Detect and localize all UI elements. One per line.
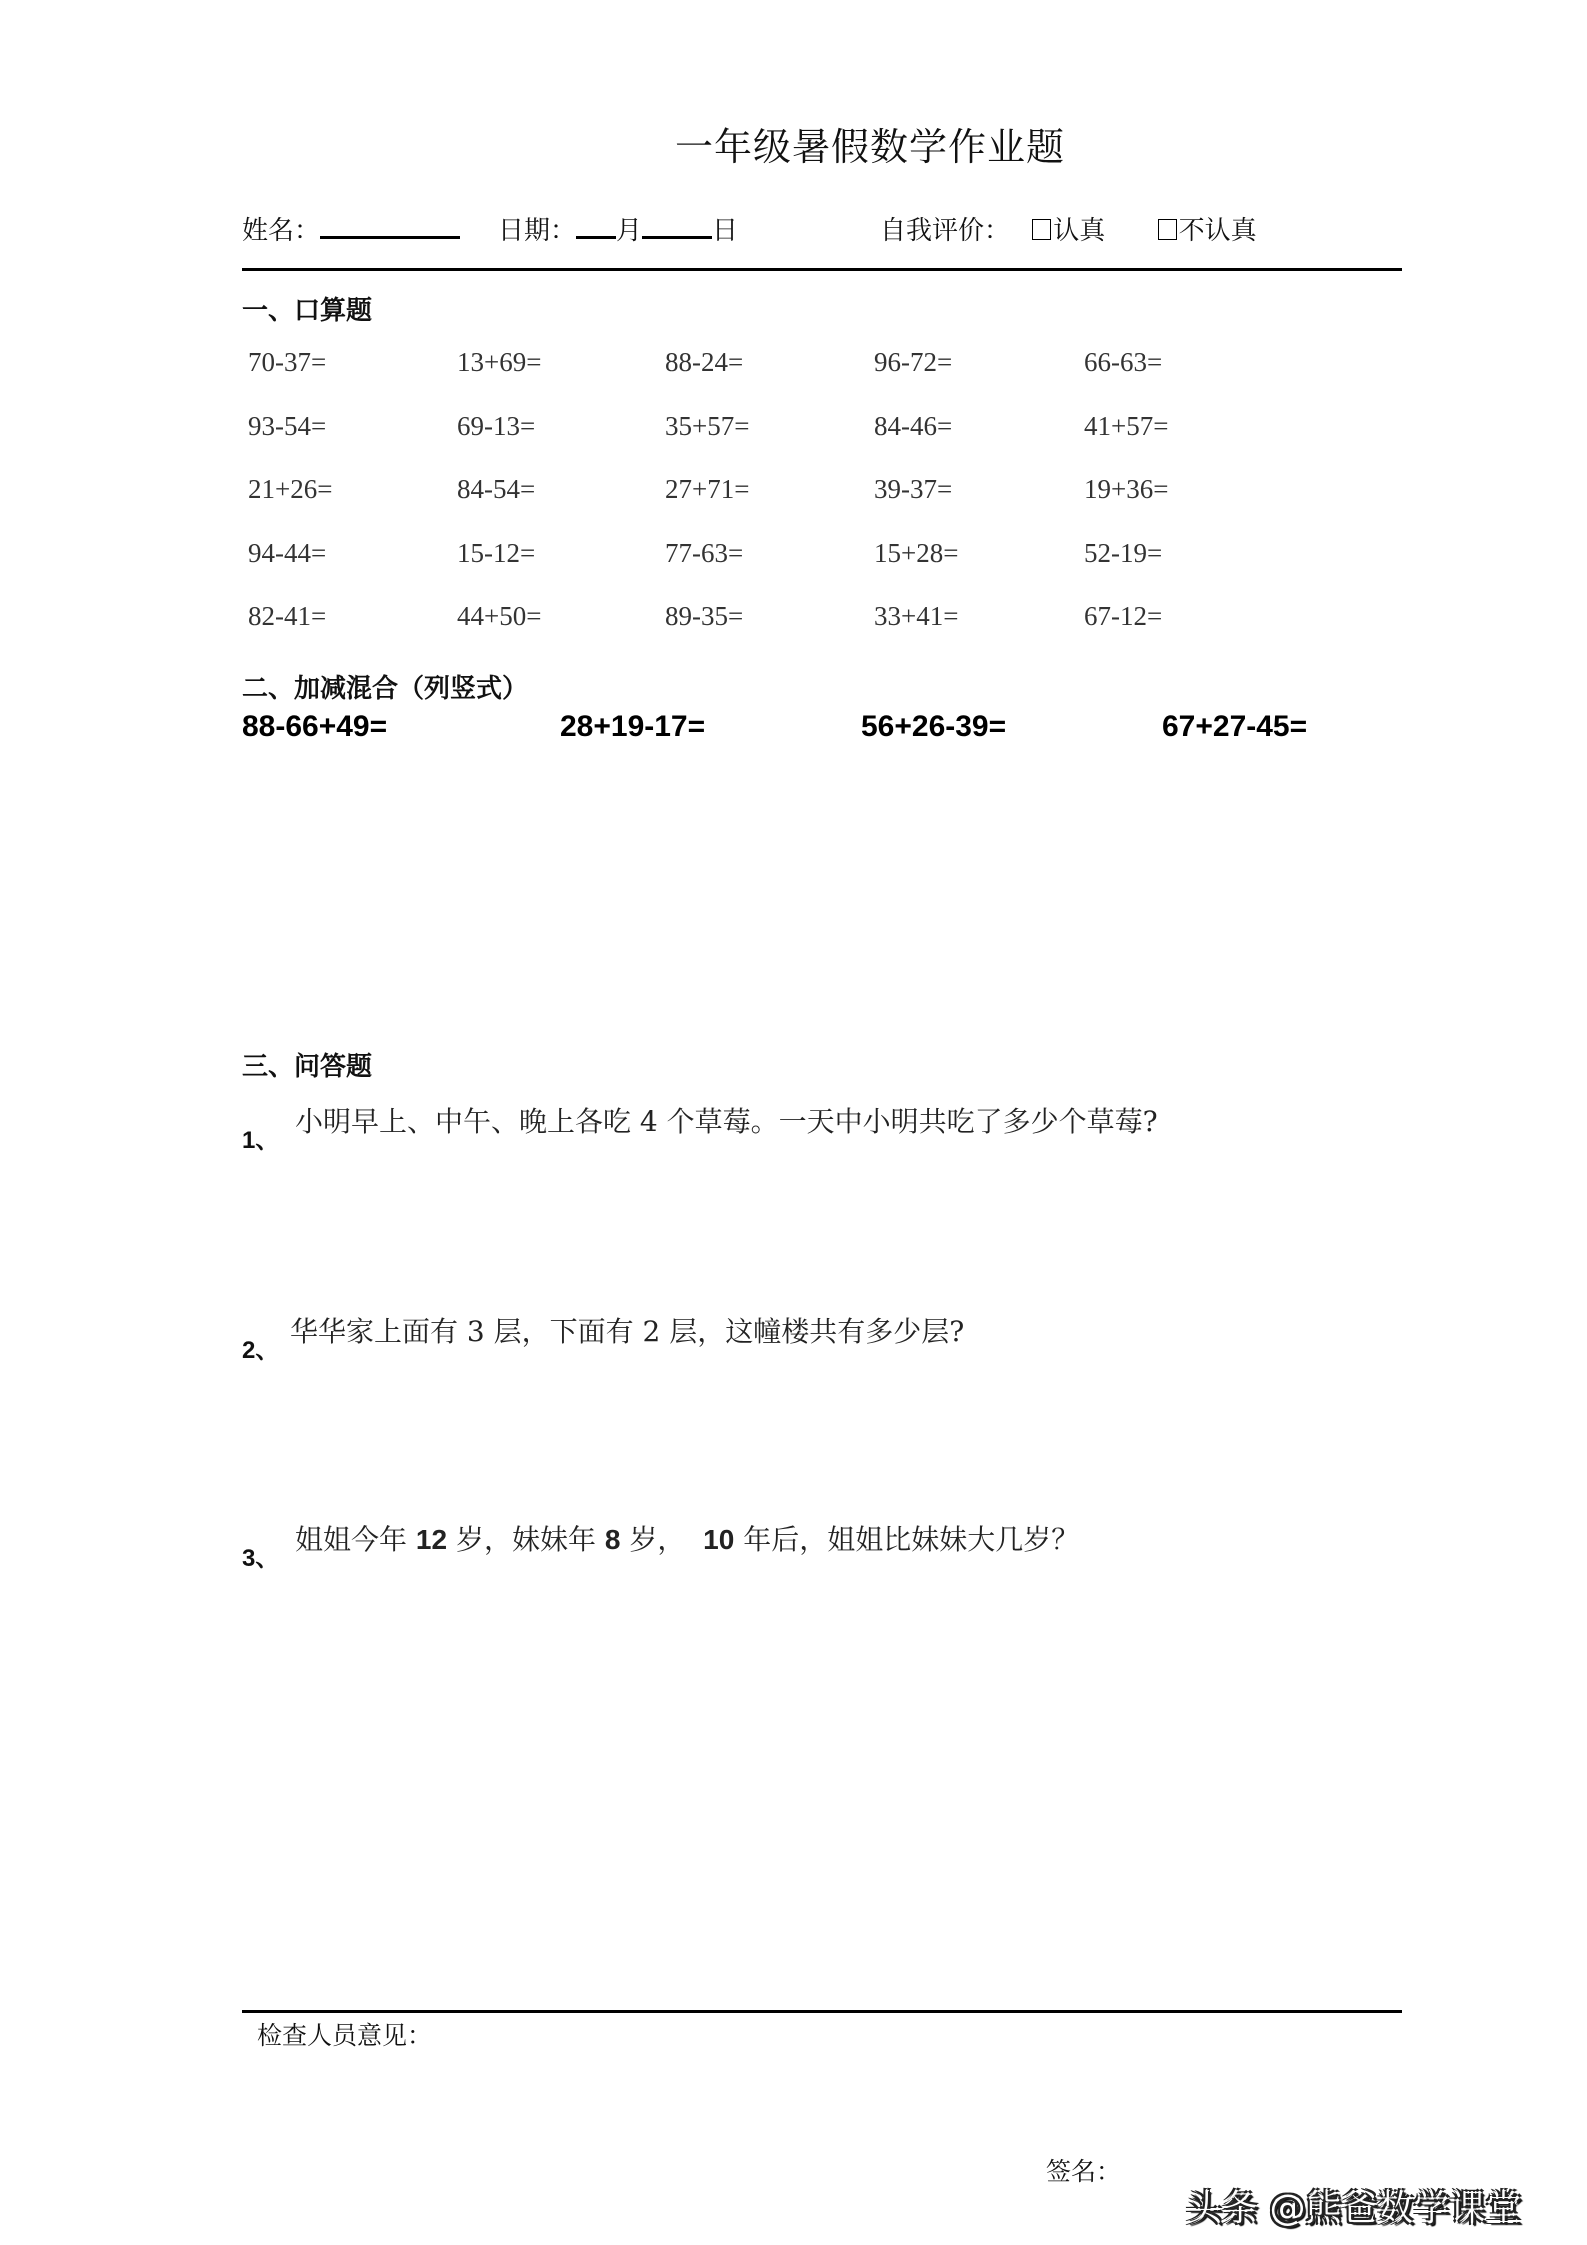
mixed-problem: 56+26-39= xyxy=(861,710,1007,743)
oral-problem: 44+50= xyxy=(457,601,542,631)
oral-problem: 94-44= xyxy=(248,538,327,568)
oral-problem: 13+69= xyxy=(457,347,542,377)
question-text: 华华家上面有 3 层，下面有 2 层，这幢楼共有多少层? xyxy=(290,1315,965,1348)
footer-divider xyxy=(242,2010,1402,2013)
header-divider xyxy=(242,268,1402,271)
checkbox-icon[interactable] xyxy=(1032,219,1051,240)
signature-label: 签名： xyxy=(1046,2157,1122,2186)
page-title: 一年级暑假数学作业题 xyxy=(674,125,1065,169)
month-blank[interactable] xyxy=(576,212,616,239)
oral-problem: 82-41= xyxy=(248,601,327,631)
oral-problem: 89-35= xyxy=(665,601,744,631)
month-label: 月 xyxy=(616,216,643,246)
day-label: 日 xyxy=(712,216,739,246)
oral-problem: 19+36= xyxy=(1084,474,1169,504)
question-text: 姐姐今年 12 岁，妹妹年 8 岁， 10 年后，姐姐比妹妹大几岁？ xyxy=(295,1523,1080,1556)
option-serious[interactable]: 认真 xyxy=(1032,216,1105,246)
oral-problem: 77-63= xyxy=(665,538,744,568)
section1-heading: 一、口算题 xyxy=(242,296,373,326)
oral-problem: 88-24= xyxy=(665,347,744,377)
oral-problem: 69-13= xyxy=(457,411,536,441)
question-number: 3、 xyxy=(242,1545,280,1572)
oral-problem: 41+57= xyxy=(1084,411,1169,441)
mixed-problem: 28+19-17= xyxy=(560,710,706,743)
reviewer-comment-label: 检查人员意见： xyxy=(257,2021,433,2050)
section2-heading: 二、加减混合（列竖式） xyxy=(242,674,529,704)
name-label: 姓名： xyxy=(242,216,321,246)
self-evaluation xyxy=(880,210,1257,247)
option-not-serious[interactable]: 不认真 xyxy=(1158,216,1257,246)
oral-problem: 15-12= xyxy=(457,538,536,568)
oral-problem: 96-72= xyxy=(874,347,953,377)
oral-problem: 21+26= xyxy=(248,474,333,504)
oral-problem: 27+71= xyxy=(665,474,750,504)
name-field xyxy=(242,210,460,247)
oral-problem: 84-46= xyxy=(874,411,953,441)
date-label: 日期： xyxy=(498,216,577,246)
oral-problem: 15+28= xyxy=(874,538,959,568)
watermark: 头条 @熊爸数学课堂 xyxy=(1186,2188,1522,2229)
question-number: 1、 xyxy=(242,1127,280,1154)
self-eval-label: 自我评价： xyxy=(880,216,1011,246)
oral-problem: 35+57= xyxy=(665,411,750,441)
mixed-problem: 88-66+49= xyxy=(242,710,388,743)
oral-problem: 52-19= xyxy=(1084,538,1163,568)
section3-heading: 三、问答题 xyxy=(242,1052,373,1082)
date-field xyxy=(498,210,738,247)
checkbox-icon[interactable] xyxy=(1158,219,1177,240)
question-number: 2、 xyxy=(242,1337,280,1364)
name-blank[interactable] xyxy=(320,212,460,239)
oral-problem: 84-54= xyxy=(457,474,536,504)
oral-problem: 39-37= xyxy=(874,474,953,504)
oral-problem: 66-63= xyxy=(1084,347,1163,377)
oral-problem: 70-37= xyxy=(248,347,327,377)
question-text: 小明早上、中午、晚上各吃 4 个草莓。一天中小明共吃了多少个草莓? xyxy=(295,1105,1158,1138)
mixed-problem: 67+27-45= xyxy=(1162,710,1308,743)
oral-problem: 67-12= xyxy=(1084,601,1163,631)
day-blank[interactable] xyxy=(642,212,712,239)
oral-problem: 33+41= xyxy=(874,601,959,631)
oral-problem: 93-54= xyxy=(248,411,327,441)
